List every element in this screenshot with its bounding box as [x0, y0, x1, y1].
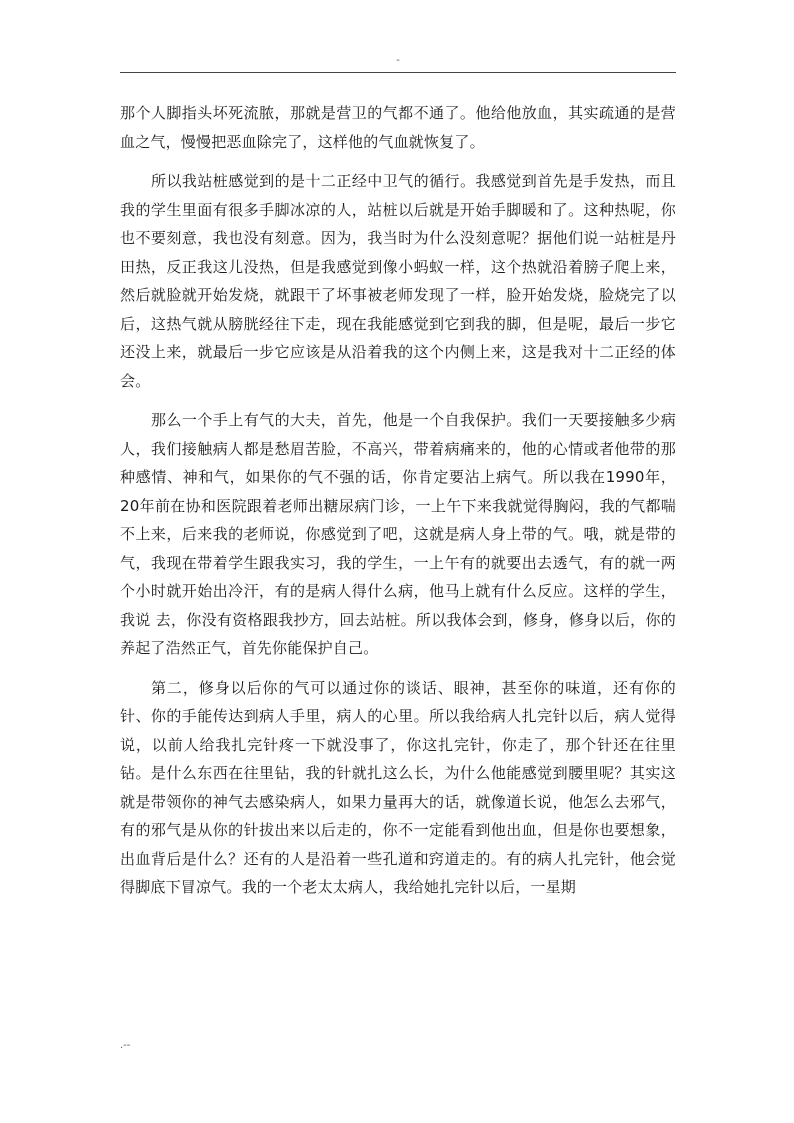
- paragraph-continuation: 那个人脚指头坏死流脓，那就是营卫的气都不通了。他给他放血，其实疏通的是营血之气，慢慢把恶血除完了，这样他的气血就恢复了。: [120, 104, 676, 151]
- paragraph-standing-practice: 所以我站桩感觉到的是十二正经中卫气的循行。我感觉到首先是手发热，而且我的学生里面有很多手脚冰凉的人，站桩以后就是开始手脚暖和了。这种热呢，你也不要刻意，我也没有刻意。因为，我当时为什么没刻意呢？据他们说一站桩是丹田热，反正我这儿没热，但是我感觉到像小蚂蚁一样，这个热就沿着膀子爬上来，然后就脸就开始发烧，就跟干了坏事被老师发现了一样，脸开始发烧，脸烧完了以后，这热气就从膀胱经往下走，现在我能感觉到它到我的脚，但是呢，最后一步它还没上来，就最后一步它应该是从沿着我的这个内侧上来，这是我对十二正经的体会。: [120, 172, 676, 390]
- header-mark: -: [396, 55, 400, 66]
- paragraph-second-point: 第二，修身以后你的气可以通过你的谈话、眼神，甚至你的味道，还有你的针、你的手能传达到病人手里，病人的心里。所以我给病人扎完针以后，病人觉得说，以前人给我扎完针疼一下就没事了，你这扎完针，你走了，那个针还在往里钻。是什么东西在往里钻，我的针就扎这么长，为什么他能感觉到腰里呢？其实这就是带领你的神气去感染病人，如果力量再大的话，就像道长说，他怎么去邪气，有的邪气是从你的针拔出来以后走的，你不一定能看到他出血，但是你也要想象，出血背后是什么？还有的人是沿着一些孔道和窍道走的。有的病人扎完针，他会觉得脚底下冒凉气。我的一个老太太病人，我给她扎完针以后，一星期: [120, 678, 676, 896]
- paragraph-self-protection: 那么一个手上有气的大夫，首先，他是一个自我保护。我们一天要接触多少病人，我们接触病人都是愁眉苦脸，不高兴，带着病痛来的，他的心情或者他带的那种感情、神和气，如果你的气不强的话，你肯定要沾上病气。所以我在1990年，20年前在协和医院跟着老师出糖尿病门诊，一上午下来我就觉得胸闷，我的气都喘不上来，后来我的老师说，你感觉到了吧，这就是病人身上带的气。哦，就是带的气，我现在带着学生跟我实习，我的学生，一上午有的就要出去透气，有的就一两个小时就开始出冷汗，有的是病人得什么病，他马上就有什么反应。这样的学生，我说 去，你没有资格跟我抄方，回去站桩。所以我体会到，修身，修身以后，你的养起了浩然正气，首先你能保护自己。: [120, 411, 676, 657]
- page-footer-mark: .--: [120, 1040, 131, 1051]
- document-body: [120, 99, 676, 902]
- page-header: [120, 50, 676, 73]
